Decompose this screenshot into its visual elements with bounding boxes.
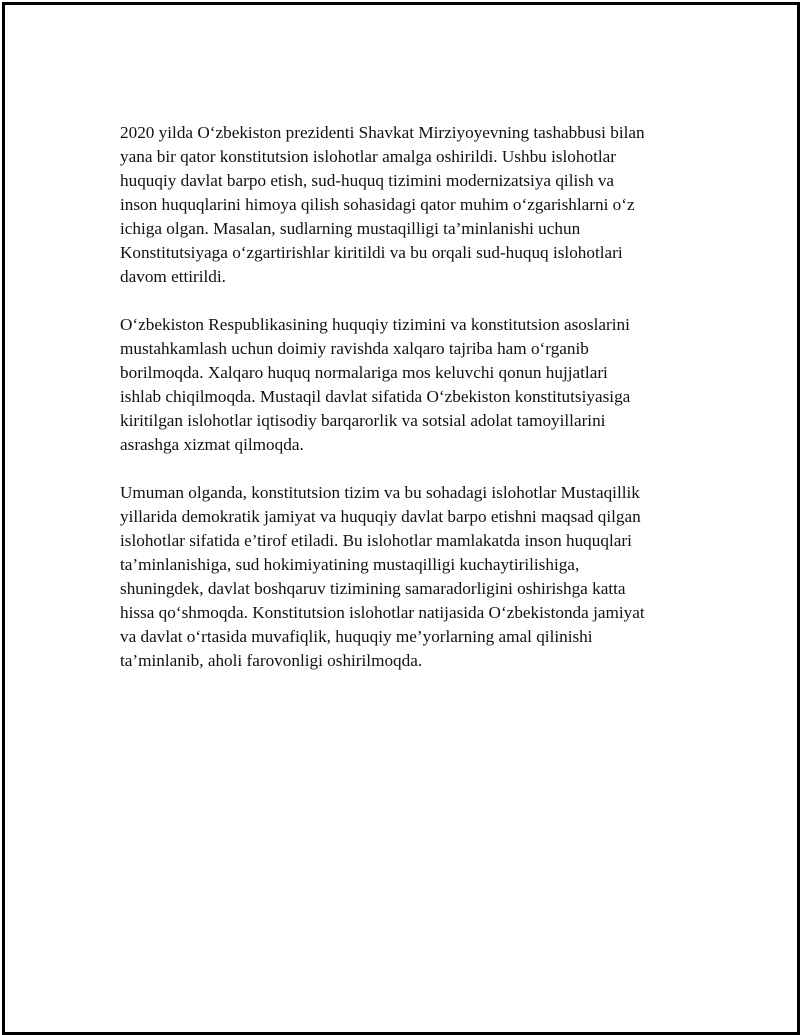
text-line: ichiga olgan. Masalan, sudlarning mustaqilligi ta’minlanishi uchun: [120, 219, 581, 238]
text-line: Konstitutsiyaga o‘zgartirishlar kiritildi va bu orqali sud-huquq islohotlari: [120, 243, 623, 262]
text-line: asrashga xizmat qilmoqda.: [120, 435, 304, 454]
text-line: va davlat o‘rtasida muvafiqlik, huquqiy me’yorlarning amal qilinishi: [120, 627, 593, 646]
text-line: ta’minlanib, aholi farovonligi oshirilmoqda.: [120, 651, 423, 670]
text-line: huquqiy davlat barpo etish, sud-huquq tizimini modernizatsiya qilish va: [120, 171, 615, 190]
text-line: inson huquqlarini himoya qilish sohasidagi qator muhim o‘zgarishlarni o‘z: [120, 195, 635, 214]
text-line: 2020 yilda O‘zbekiston prezidenti Shavkat Mirziyoyevning tashabbusi bilan: [120, 123, 645, 142]
text-line: hissa qo‘shmoqda. Konstitutsion islohotlar natijasida O‘zbekistonda jamiyat: [120, 603, 645, 622]
page-border: [2, 2, 800, 1035]
text-line: yillarida demokratik jamiyat va huquqiy davlat barpo etishni maqsad qilgan: [120, 507, 641, 526]
text-line: O‘zbekiston Respublikasining huquqiy tizimini va konstitutsion asoslarini: [120, 315, 630, 334]
text-line: islohotlar sifatida e’tirof etiladi. Bu islohotlar mamlakatda inson huquqlari: [120, 531, 632, 550]
text-line: Umuman olganda, konstitutsion tizim va bu sohadagi islohotlar Mustaqillik: [120, 483, 640, 502]
text-line: borilmoqda. Xalqaro huquq normalariga mos keluvchi qonun hujjatlari: [120, 363, 608, 382]
text-line: davom ettirildi.: [120, 267, 226, 286]
text-line: mustahkamlash uchun doimiy ravishda xalqaro tajriba ham o‘rganib: [120, 339, 589, 358]
paragraph-1: [120, 121, 700, 289]
text-line: yana bir qator konstitutsion islohotlar amalga oshirildi. Ushbu islohotlar: [120, 147, 616, 166]
text-line: ta’minlanishiga, sud hokimiyatining mustaqilligi kuchaytirilishiga,: [120, 555, 580, 574]
text-line: shuningdek, davlat boshqaruv tizimining samaradorligini oshirishga katta: [120, 579, 626, 598]
text-line: kiritilgan islohotlar iqtisodiy barqarorlik va sotsial adolat tamoyillarini: [120, 411, 606, 430]
paragraph-3: [120, 481, 700, 673]
paragraph-2: [120, 313, 700, 457]
document-body: [120, 121, 700, 697]
text-line: ishlab chiqilmoqda. Mustaqil davlat sifatida O‘zbekiston konstitutsiyasiga: [120, 387, 631, 406]
